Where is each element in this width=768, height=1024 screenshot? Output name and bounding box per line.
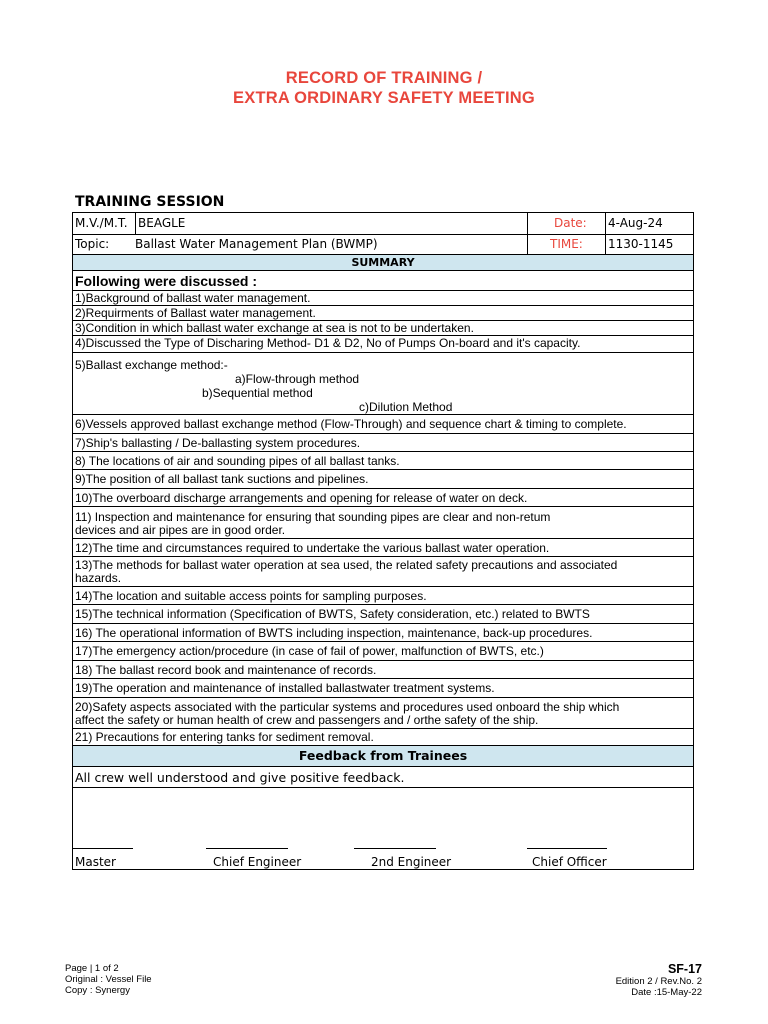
- list-item-text: 4)Discussed the Type of Discharing Method- D1 & D2, No of Pumps On-board and it's capacity.: [75, 336, 581, 350]
- feedback-text: All crew well understood and give positive feedback.: [75, 770, 405, 785]
- list-item: [73, 470, 693, 489]
- list-item-text: 19)The operation and maintenance of installed ballastwater treatment systems.: [75, 681, 495, 695]
- list-item-text: 2)Requirments of Ballast water management.: [75, 306, 316, 320]
- list-item: [73, 661, 693, 679]
- list-item-text: devices and air pipes are in good order.: [75, 523, 286, 537]
- list-item: [73, 507, 693, 539]
- form-code: SF-17: [667, 962, 702, 976]
- discussed-heading: Following were discussed :: [75, 273, 258, 289]
- discussed-heading-row: [73, 271, 693, 291]
- list-item: [73, 642, 693, 661]
- list-item-text: affect the safety or human health of crew and passengers and / orthe safety of the ship.: [75, 713, 539, 727]
- vessel-row: [73, 213, 693, 235]
- list-item: [73, 489, 693, 507]
- list-item-text: 21) Precautions for entering tanks for sediment removal.: [75, 730, 374, 744]
- list-item: [73, 624, 693, 642]
- page-number: Page | 1 of 2: [65, 963, 119, 974]
- list-item: [73, 557, 693, 587]
- chief-engineer-signature-line: [206, 848, 288, 849]
- list-item: [73, 452, 693, 470]
- master-signature-line: [73, 848, 133, 849]
- time-label: TIME:: [550, 237, 583, 251]
- list-item-text: 6)Vessels approved ballast exchange method (Flow-Through) and sequence chart & timing to complete.: [75, 417, 627, 431]
- list-item: [73, 336, 693, 353]
- training-record-form: [72, 212, 694, 870]
- list-item: [73, 605, 693, 624]
- signature-label-chief-officer: Chief Officer: [532, 855, 607, 869]
- list-item: [73, 539, 693, 557]
- list-item-text: 16) The operational information of BWTS including inspection, maintenance, back-up procedures.: [75, 626, 593, 640]
- list-item-text: 1)Background of ballast water management.: [75, 291, 311, 305]
- vessel-name: BEAGLE: [138, 216, 186, 230]
- topic-row: [73, 235, 693, 255]
- footer-right: [616, 962, 702, 998]
- list-item: [73, 415, 693, 434]
- document-title-line1: RECORD OF TRAINING /: [285, 69, 483, 87]
- signature-label-second-engineer: 2nd Engineer: [371, 855, 452, 869]
- list-item: [73, 434, 693, 452]
- list-item-text: 20)Safety aspects associated with the particular systems and procedures used onboard the ship which: [75, 700, 620, 714]
- method-sequential: b)Sequential method: [202, 386, 313, 400]
- vessel-label: M.V./M.T.: [75, 216, 128, 230]
- list-item-text: 18) The ballast record book and maintenance of records.: [75, 663, 377, 677]
- document-title-line2: EXTRA ORDINARY SAFETY MEETING: [233, 89, 535, 107]
- signature-label-chief-engineer: Chief Engineer: [213, 855, 302, 869]
- list-item-text: 7)Ship's ballasting / De-ballasting system procedures.: [75, 436, 361, 450]
- method-dilution: c)Dilution Method: [359, 400, 453, 414]
- date-label: Date:: [554, 216, 587, 230]
- method-flow-through: a)Flow-through method: [235, 372, 360, 386]
- date-value: 4-Aug-24: [608, 216, 663, 230]
- list-item: [73, 698, 693, 729]
- signature-area: [73, 788, 693, 870]
- feedback-row: [73, 767, 693, 788]
- list-item-text: 8) The locations of air and sounding pipes of all ballast tanks.: [75, 454, 400, 468]
- list-item: [73, 679, 693, 698]
- list-item: [73, 306, 693, 321]
- signature-label-master: Master: [75, 855, 116, 869]
- topic-value: Ballast Water Management Plan (BWMP): [135, 237, 378, 251]
- chief-officer-signature-line: [527, 848, 607, 849]
- topic-label: Topic:: [75, 237, 110, 251]
- list-item-ballast-methods: [73, 353, 693, 415]
- list-item-text: 5)Ballast exchange method:-: [75, 358, 228, 372]
- list-item: [73, 291, 693, 306]
- list-item-text: 17)The emergency action/procedure (in case of fail of power, malfunction of BWTS, etc.): [75, 644, 544, 658]
- copy-note: Copy : Synergy: [65, 985, 130, 996]
- list-item-text: 13)The methods for ballast water operation at sea used, the related safety precautions and associated: [75, 558, 618, 572]
- time-value: 1130-1145: [608, 237, 674, 251]
- feedback-heading: Feedback from Trainees: [73, 746, 693, 767]
- footer-left: [65, 963, 152, 996]
- list-item-text: 9)The position of all ballast tank suctions and pipelines.: [75, 472, 369, 486]
- section-heading: TRAINING SESSION: [75, 194, 225, 210]
- list-item: [73, 729, 693, 746]
- list-item-text: 12)The time and circumstances required to undertake the various ballast water operation.: [75, 541, 550, 555]
- revision-date: Date :15-May-22: [631, 987, 702, 998]
- original-note: Original : Vessel File: [65, 974, 152, 985]
- list-item: [73, 321, 693, 336]
- list-item-text: 15)The technical information (Specification of BWTS, Safety consideration, etc.) related to BWTS: [75, 607, 590, 621]
- list-item-text: 14)The location and suitable access points for sampling purposes.: [75, 589, 427, 603]
- list-item-text: 11) Inspection and maintenance for ensuring that sounding pipes are clear and non-retum: [75, 510, 551, 524]
- list-item-text: hazards.: [75, 571, 122, 585]
- edition-note: Edition 2 / Rev.No. 2: [615, 976, 702, 987]
- second-engineer-signature-line: [354, 848, 436, 849]
- list-item-text: 3)Condition in which ballast water exchange at sea is not to be undertaken.: [75, 321, 474, 335]
- list-item: [73, 587, 693, 605]
- summary-heading: SUMMARY: [73, 255, 693, 271]
- list-item-text: 10)The overboard discharge arrangements and opening for release of water on deck.: [75, 491, 528, 505]
